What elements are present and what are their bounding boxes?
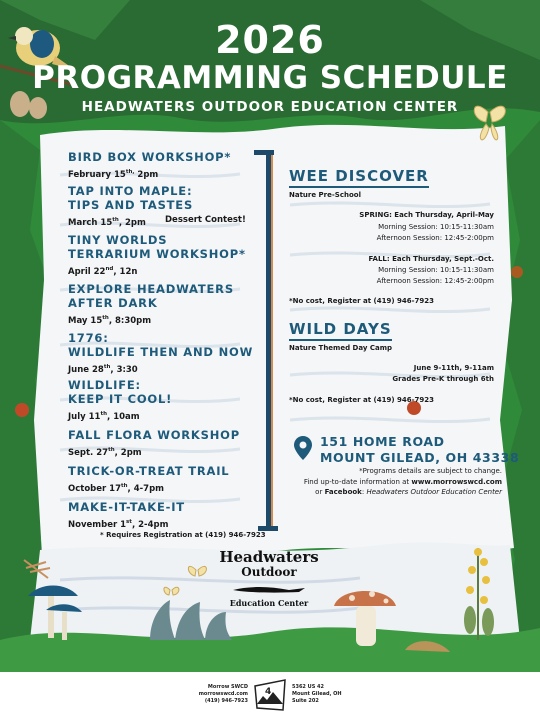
event-title: MAKE-IT-TAKE-IT <box>68 500 185 514</box>
event-date: November 1st, 2-4pm <box>68 519 169 530</box>
address <box>320 434 519 466</box>
spring-schedule: SPRING: Each Thursday, April-May <box>359 211 494 219</box>
event-date: March 15th, 2pm Dessert Contest! <box>68 215 246 228</box>
event-title: WILDLIFE: <box>68 378 141 392</box>
footer-street: 5362 US 42 <box>292 684 325 690</box>
footer-right <box>292 684 352 705</box>
event-date: April 22nd, 12n <box>68 266 138 277</box>
wee-discover-note: *No cost, Register at (419) 946-7923 <box>289 297 434 305</box>
footer-site: morrowswcd.com <box>198 691 248 697</box>
event-bird-box <box>68 150 268 181</box>
footer <box>0 672 540 719</box>
wild-days-grades: Grades Pre-K through 6th <box>392 375 494 383</box>
header-year: 2026 <box>215 18 325 62</box>
event-title: TRICK-OR-TREAT TRAIL <box>68 464 230 478</box>
wee-discover-subtitle: Nature Pre-School <box>289 191 361 199</box>
event-date: June 28th, 3:30 <box>68 364 138 375</box>
event-make-it-take-it <box>68 500 268 531</box>
event-wildlife-keep-cool <box>68 378 268 423</box>
event-date: Sept. 27th, 2pm <box>68 447 142 458</box>
registration-note: * Requires Registration at (419) 946-7923 <box>100 531 266 539</box>
event-title: FALL FLORA WORKSHOP <box>68 428 240 442</box>
event-title: TERRARIUM WORKSHOP* <box>68 247 246 261</box>
logo-line1: Headwaters <box>219 548 319 566</box>
event-title: WILDLIFE THEN AND NOW <box>68 345 254 359</box>
morrow-swcd-logo-icon <box>253 678 287 712</box>
location-pin-icon <box>294 436 312 460</box>
event-title: TINY WORLDS <box>68 233 168 247</box>
event-tap-maple <box>68 184 268 229</box>
event-date: October 17th, 4-7pm <box>68 483 165 494</box>
wild-days-dates: June 9-11th, 9-11am <box>413 364 494 372</box>
wild-days-heading: WILD DAYS <box>289 321 392 341</box>
website-link[interactable]: www.morrowswcd.com <box>411 477 502 486</box>
facebook-label: Facebook <box>324 488 362 496</box>
event-explore-after-dark <box>68 282 268 327</box>
event-1776 <box>68 331 268 376</box>
footer-suite: Suite 202 <box>292 698 319 704</box>
fall-afternoon: Afternoon Session: 12:45-2:00pm <box>376 277 494 285</box>
footer-left <box>196 684 248 705</box>
event-date: February $15^{th,}$ 2pm <box>68 169 159 180</box>
event-trick-or-treat <box>68 464 268 495</box>
event-title: TIPS AND TASTES <box>68 198 194 212</box>
spring-morning: Morning Session: 10:15-11:30am <box>378 223 494 231</box>
wild-days-subtitle: Nature Themed Day Camp <box>289 344 393 352</box>
headwaters-logo <box>214 549 324 608</box>
event-date: May 15th, 8:30pm <box>68 315 152 326</box>
event-title: AFTER DARK <box>68 296 158 310</box>
details-line2: Find up-to-date information at www.morrowswcd.com <box>303 477 502 486</box>
address-line2: MOUNT GILEAD, OH 43338 <box>320 450 520 465</box>
logo-line3: Education Center <box>229 598 309 608</box>
wild-days-note: *No cost, Register at (419) 946-7923 <box>289 396 434 404</box>
logo-line2: Outdoor <box>241 565 297 579</box>
fall-schedule: FALL: Each Thursday, Sept.-Oct. <box>368 255 494 263</box>
header-subtitle: HEADWATERS OUTDOOR EDUCATION CENTER <box>81 99 459 115</box>
event-title: 1776: <box>68 331 109 345</box>
event-title: TAP INTO MAPLE: <box>68 184 193 198</box>
address-line1: 151 HOME ROAD <box>320 434 445 449</box>
header-title: PROGRAMMING SCHEDULE <box>32 60 508 96</box>
svg-text:4: 4 <box>265 687 272 697</box>
loon-icon <box>229 584 309 594</box>
details-line1: *Programs details are subject to change. <box>359 467 502 475</box>
event-title: KEEP IT COOL! <box>68 392 173 406</box>
fall-morning: Morning Session: 10:15-11:30am <box>378 266 494 274</box>
footer-city: Mount Gilead, OH <box>292 691 342 697</box>
event-date: July 11th, 10am <box>68 411 140 422</box>
event-fall-flora <box>68 428 268 459</box>
event-title: BIRD BOX WORKSHOP* <box>68 150 232 164</box>
footer-phone: (419) 946-7923 <box>204 698 248 704</box>
facebook-page-name: Headwaters Outdoor Education Center <box>366 488 502 496</box>
spring-afternoon: Afternoon Session: 12:45-2:00pm <box>376 234 494 242</box>
event-tiny-worlds <box>68 233 268 278</box>
program-details <box>286 466 502 498</box>
event-title: EXPLORE HEADWATERS <box>68 282 234 296</box>
dessert-contest-label: Dessert Contest! <box>165 215 246 225</box>
footer-org: Morrow SWCD <box>207 684 248 690</box>
wee-discover-heading: WEE DISCOVER <box>289 168 429 188</box>
details-line3: or Facebook: Headwaters Outdoor Education Center <box>315 488 502 496</box>
